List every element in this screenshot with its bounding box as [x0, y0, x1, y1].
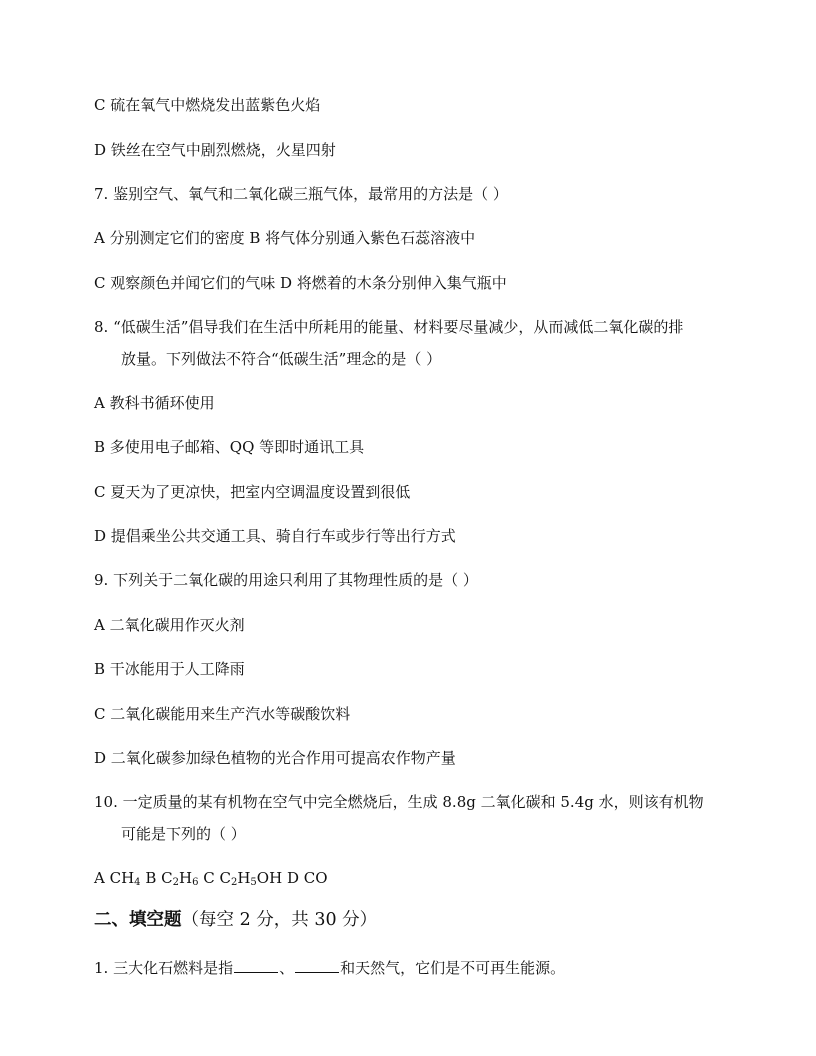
- question-7-options-ab: A 分别测定它们的密度 B 将气体分别通入紫色石蕊溶液中: [94, 229, 476, 247]
- question-10-line-2: 可能是下列的（ ）: [121, 825, 246, 843]
- answer-blank-1[interactable]: [234, 958, 278, 973]
- section-title: 二、填空题: [94, 910, 182, 930]
- question-8-option-c: C 夏天为了更凉快，把室内空调温度设置到很低: [94, 483, 411, 501]
- option-d-formula: D CO: [282, 869, 328, 887]
- option-a-formula: A CH: [94, 869, 135, 887]
- option-b-formula: B C: [140, 869, 173, 887]
- question-9-option-d: D 二氧化碳参加绿色植物的光合作用可提高农作物产量: [94, 749, 456, 767]
- question-9-option-c: C 二氧化碳能用来生产汽水等碳酸饮料: [94, 705, 351, 723]
- question-9-option-b: B 干冰能用于人工降雨: [94, 660, 245, 678]
- answer-blank-2[interactable]: [295, 958, 339, 973]
- question-8-option-b: B 多使用电子邮箱、QQ 等即时通讯工具: [94, 438, 365, 456]
- option-b-subscript-1: 2: [172, 877, 179, 888]
- question-8-line-2: 放量。下列做法不符合“低碳生活”理念的是（ ）: [121, 350, 442, 368]
- fill-question-1: [94, 958, 565, 978]
- option-c-formula-end: OH: [256, 869, 283, 887]
- fill-question-1-prefix: 1. 三大化石燃料是指: [94, 959, 234, 977]
- question-8-option-a: A 教科书循环使用: [94, 394, 215, 412]
- option-b-formula-mid: H: [178, 869, 193, 887]
- question-9-option-a: A 二氧化碳用作灭火剂: [94, 616, 245, 634]
- option-c-subscript-2: 5: [250, 877, 257, 888]
- fill-question-1-separator: 、: [279, 959, 295, 977]
- question-10-options: [94, 868, 328, 888]
- option-a-subscript: 4: [134, 877, 141, 888]
- option-c-formula: C C: [198, 869, 231, 887]
- question-8-option-d: D 提倡乘坐公共交通工具、骑自行车或步行等出行方式: [94, 527, 456, 545]
- section-heading: [94, 908, 377, 932]
- question-10-line-1: 10. 一定质量的某有机物在空气中完全燃烧后，生成 8.8g 二氧化碳和 5.4g 水，则该有机物: [94, 793, 704, 811]
- fill-question-1-suffix: 和天然气，它们是不可再生能源。: [340, 959, 566, 977]
- option-d-iron: D 铁丝在空气中剧烈燃烧，火星四射: [94, 141, 336, 159]
- question-8-line-1: 8. “低碳生活”倡导我们在生活中所耗用的能量、材料要尽量减少，从而减低二氧化碳的排: [94, 318, 684, 336]
- option-c-subscript-1: 2: [230, 877, 238, 888]
- option-c-sulfur: C 硫在氧气中燃烧发出蓝紫色火焰: [94, 96, 321, 114]
- question-7: 7. 鉴别空气、氧气和二氧化碳三瓶气体，最常用的方法是（ ）: [94, 185, 508, 203]
- option-b-subscript-2: 6: [192, 877, 199, 888]
- question-7-options-cd: C 观察颜色并闻它们的气味 D 将燃着的木条分别伸入集气瓶中: [94, 274, 507, 292]
- section-note: （每空 2 分，共 30 分）: [181, 910, 378, 930]
- question-9: 9. 下列关于二氧化碳的用途只利用了其物理性质的是（ ）: [94, 571, 478, 589]
- option-c-formula-mid: H: [237, 869, 251, 887]
